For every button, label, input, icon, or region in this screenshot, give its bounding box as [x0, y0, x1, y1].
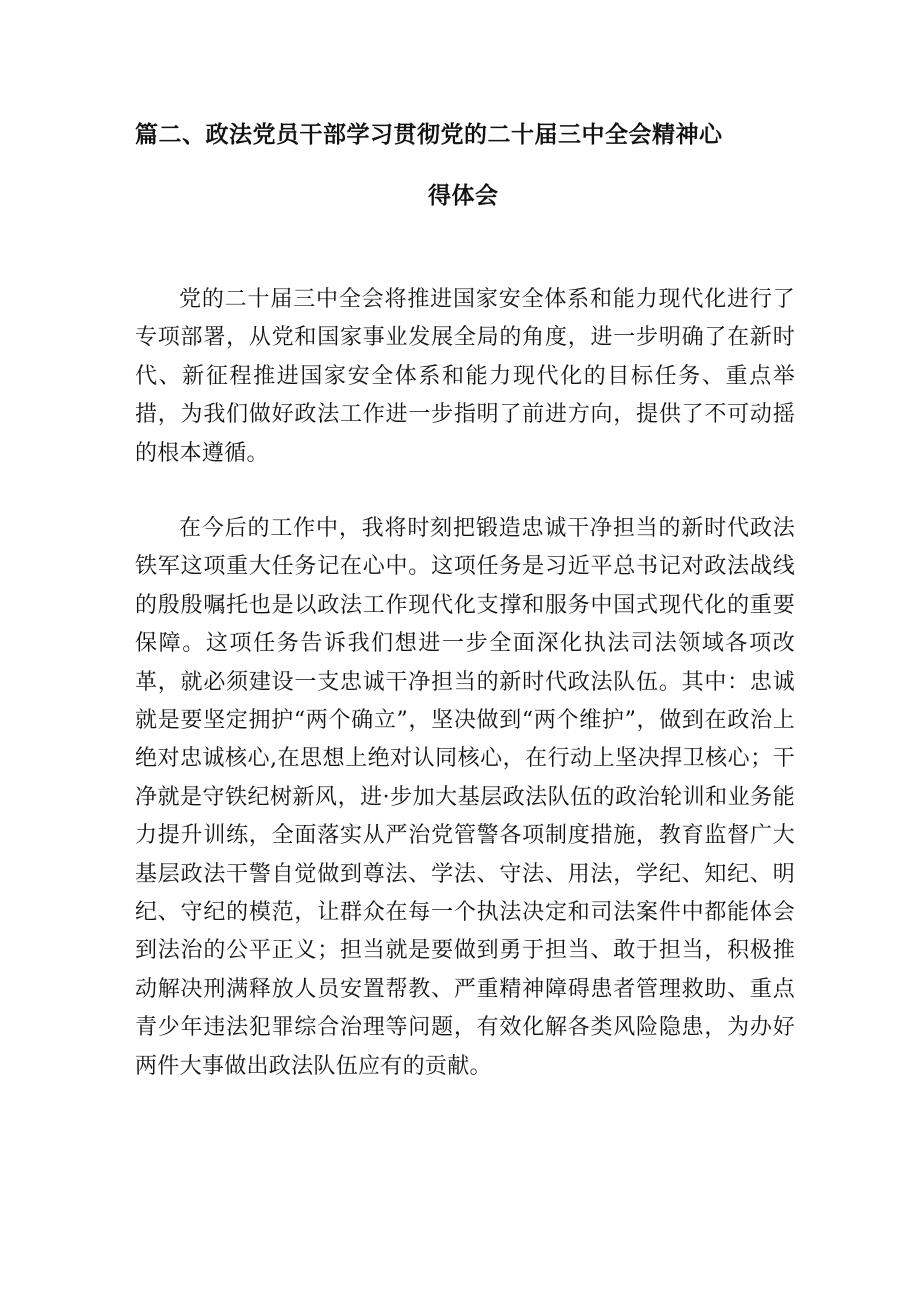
body-paragraph-2: 在今后的工作中，我将时刻把锻造忠诚干净担当的新时代政法铁军这项重大任务记在心中。这项任务是习近平总书记对政法战线的殷殷嘱托也是以政法工作现代化支撑和服务中国式现代化的重要保障。这项任务告诉我们想进一步全面深化执法司法领域各项改革，就必须建设一支忠诚干净担当的新时代政法队伍。其中：忠诚就是要坚定拥护“两个确立”，坚决做到“两个维护”，做到在政治上绝对忠诚核心,在思想上绝对认同核心，在行动上坚决捍卫核心；干净就是守铁纪树新风，进·步加大基层政法队伍的政治轮训和业务能力提升训练，全面落实从严治党管警各项制度措施，教育监督广大基层政法干警自觉做到尊法、学法、守法、用法，学纪、知纪、明纪、守纪的模范，让群众在每一个执法决定和司法案件中都能体会到法治的公平正义；担当就是要做到勇于担当、敢于担当，积极推动解决刑满释放人员安置帮教、严重精神障碍患者管理救助、重点青少年违法犯罪综合治理等问题，有效化解各类风险隐患，为办好两件大事做出政法队伍应有的贡献。	[135, 516, 795, 1079]
document-title-line-2: 得体会	[428, 183, 499, 209]
body-paragraph-1: 党的二十届三中全会将推进国家安全体系和能力现代化进行了专项部署，从党和国家事业发展全局的角度，进一步明确了在新时代、新征程推进国家安全体系和能力现代化的目标任务、重点举措，为我们做好政法工作进一步指明了前进方向，提供了不可动摇的根本遵循。	[135, 287, 795, 466]
document-title-line-1: 篇二、政法党员干部学习贯彻党的二十届三中全会精神心	[135, 122, 723, 148]
